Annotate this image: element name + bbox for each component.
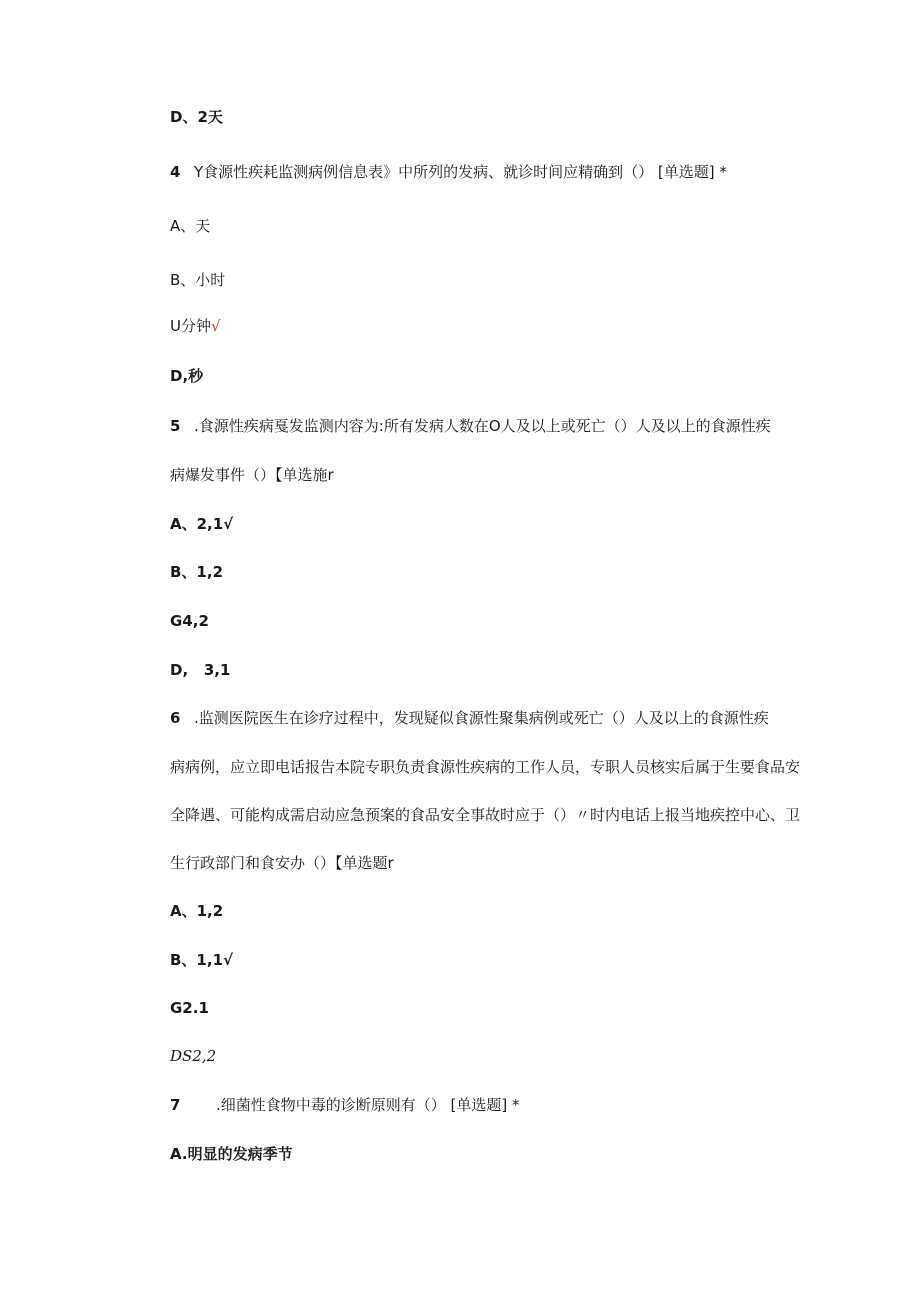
q6-question-line3: 全降遇、可能构成需启动应急预案的食品安全事故时应于（）〃时内电话上报当地疾控中心、卫 — [170, 806, 801, 824]
q5-number: 5 — [170, 417, 181, 435]
q7-option-a: A.明显的发病季节 — [170, 1145, 293, 1163]
q5-text-line1: .食源性疾病戛发监测内容为:所有发病人数在O人及以上或死亡（）人及以上的食源性疾 — [194, 417, 771, 435]
q5-option-b: B、1,2 — [170, 563, 224, 581]
q7-text: .细菌性食物中毒的诊断原则有（） [单选题] * — [216, 1096, 520, 1114]
q5-question-line2: 病爆发事件（）【单选施r — [170, 466, 334, 484]
q4-question — [170, 162, 727, 182]
q6-number: 6 — [170, 709, 181, 727]
q6-question-line1 — [170, 708, 769, 728]
q5-option-a: A、2,1√ — [170, 515, 234, 533]
q7-number: 7 — [170, 1096, 181, 1114]
q6-text-line1: .监测医院医生在诊疗过程中，发现疑似食源性聚集病例或死亡（）人及以上的食源性疾 — [194, 709, 769, 727]
q4-option-c-text: U分钟 — [170, 317, 211, 335]
q6-option-b: B、1,1√ — [170, 951, 234, 969]
q4-text: Y食源性疾耗监测病例信息表》中所列的发病、就诊时间应精确到（） [单选题] * — [194, 163, 727, 181]
q3-option-d: D、2天 — [170, 108, 223, 126]
check-mark-icon: √ — [210, 317, 221, 335]
q7-question — [170, 1095, 520, 1115]
q6-option-a: A、1,2 — [170, 902, 224, 920]
q5-option-c: G4,2 — [170, 612, 209, 630]
q4-option-c — [170, 316, 221, 336]
q4-number: 4 — [170, 163, 181, 181]
q6-option-d: DS2,2 — [170, 1047, 217, 1065]
q4-option-a: A、天 — [170, 217, 211, 235]
q6-option-c: G2.1 — [170, 999, 209, 1017]
q4-option-d: D,秒 — [170, 367, 204, 385]
q6-question-line4: 生行政部门和食安办（）【单选题r — [170, 854, 394, 872]
q4-option-b: B、小时 — [170, 271, 226, 289]
q6-question-line2: 病病例，应立即电话报告本院专职负责食源性疾病的工作人员，专职人员核实后属于生要食品安 — [170, 758, 801, 776]
q5-question-line1 — [170, 416, 771, 436]
q5-option-d: D, 3,1 — [170, 661, 231, 679]
